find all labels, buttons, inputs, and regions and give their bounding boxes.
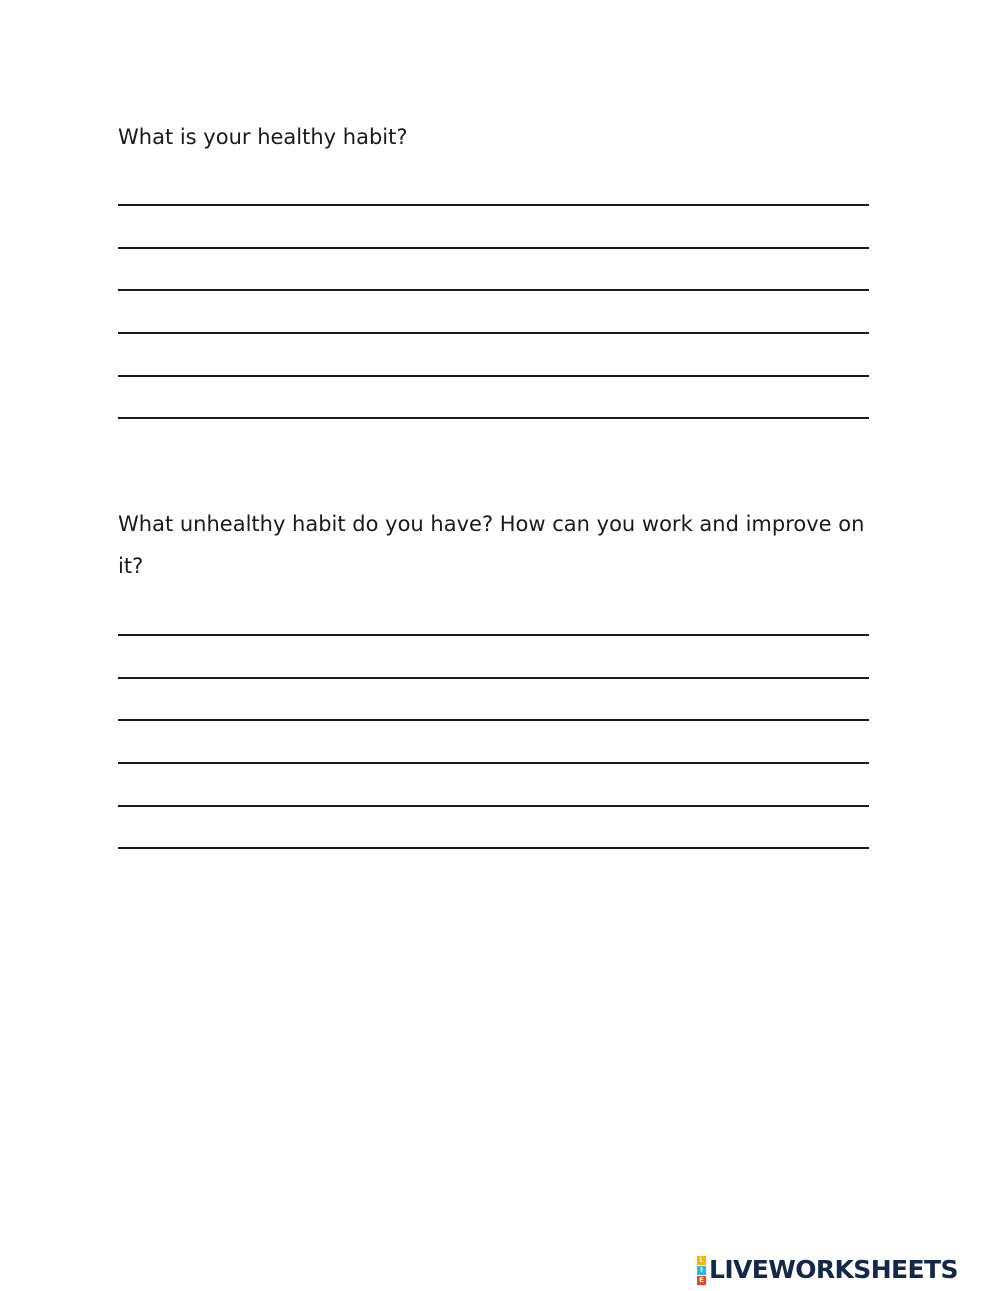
answer-line[interactable] [118,375,869,377]
answer-line[interactable] [118,677,869,679]
liveworksheets-logo [697,1255,958,1285]
answer-line[interactable] [118,204,869,206]
answer-line[interactable] [118,332,869,334]
answer-line[interactable] [118,847,869,849]
answer-area-healthy-habit[interactable] [118,204,869,460]
logo-text: LIVEWORKSHEETS [709,1255,958,1284]
answer-line[interactable] [118,634,869,636]
logo-blocks-icon [697,1256,706,1285]
answer-line[interactable] [118,289,869,291]
logo-block: L [697,1256,706,1265]
answer-line[interactable] [118,762,869,764]
logo-block: E [697,1276,706,1285]
answer-line[interactable] [118,247,869,249]
answer-area-unhealthy-habit[interactable] [118,634,869,890]
answer-line[interactable] [118,805,869,807]
question-healthy-habit: What is your healthy habit? [118,125,408,149]
answer-line[interactable] [118,719,869,721]
question-unhealthy-habit: What unhealthy habit do you have? How can you work and improve on it? [118,512,865,578]
logo-block: I [697,1266,706,1275]
answer-line[interactable] [118,417,869,419]
